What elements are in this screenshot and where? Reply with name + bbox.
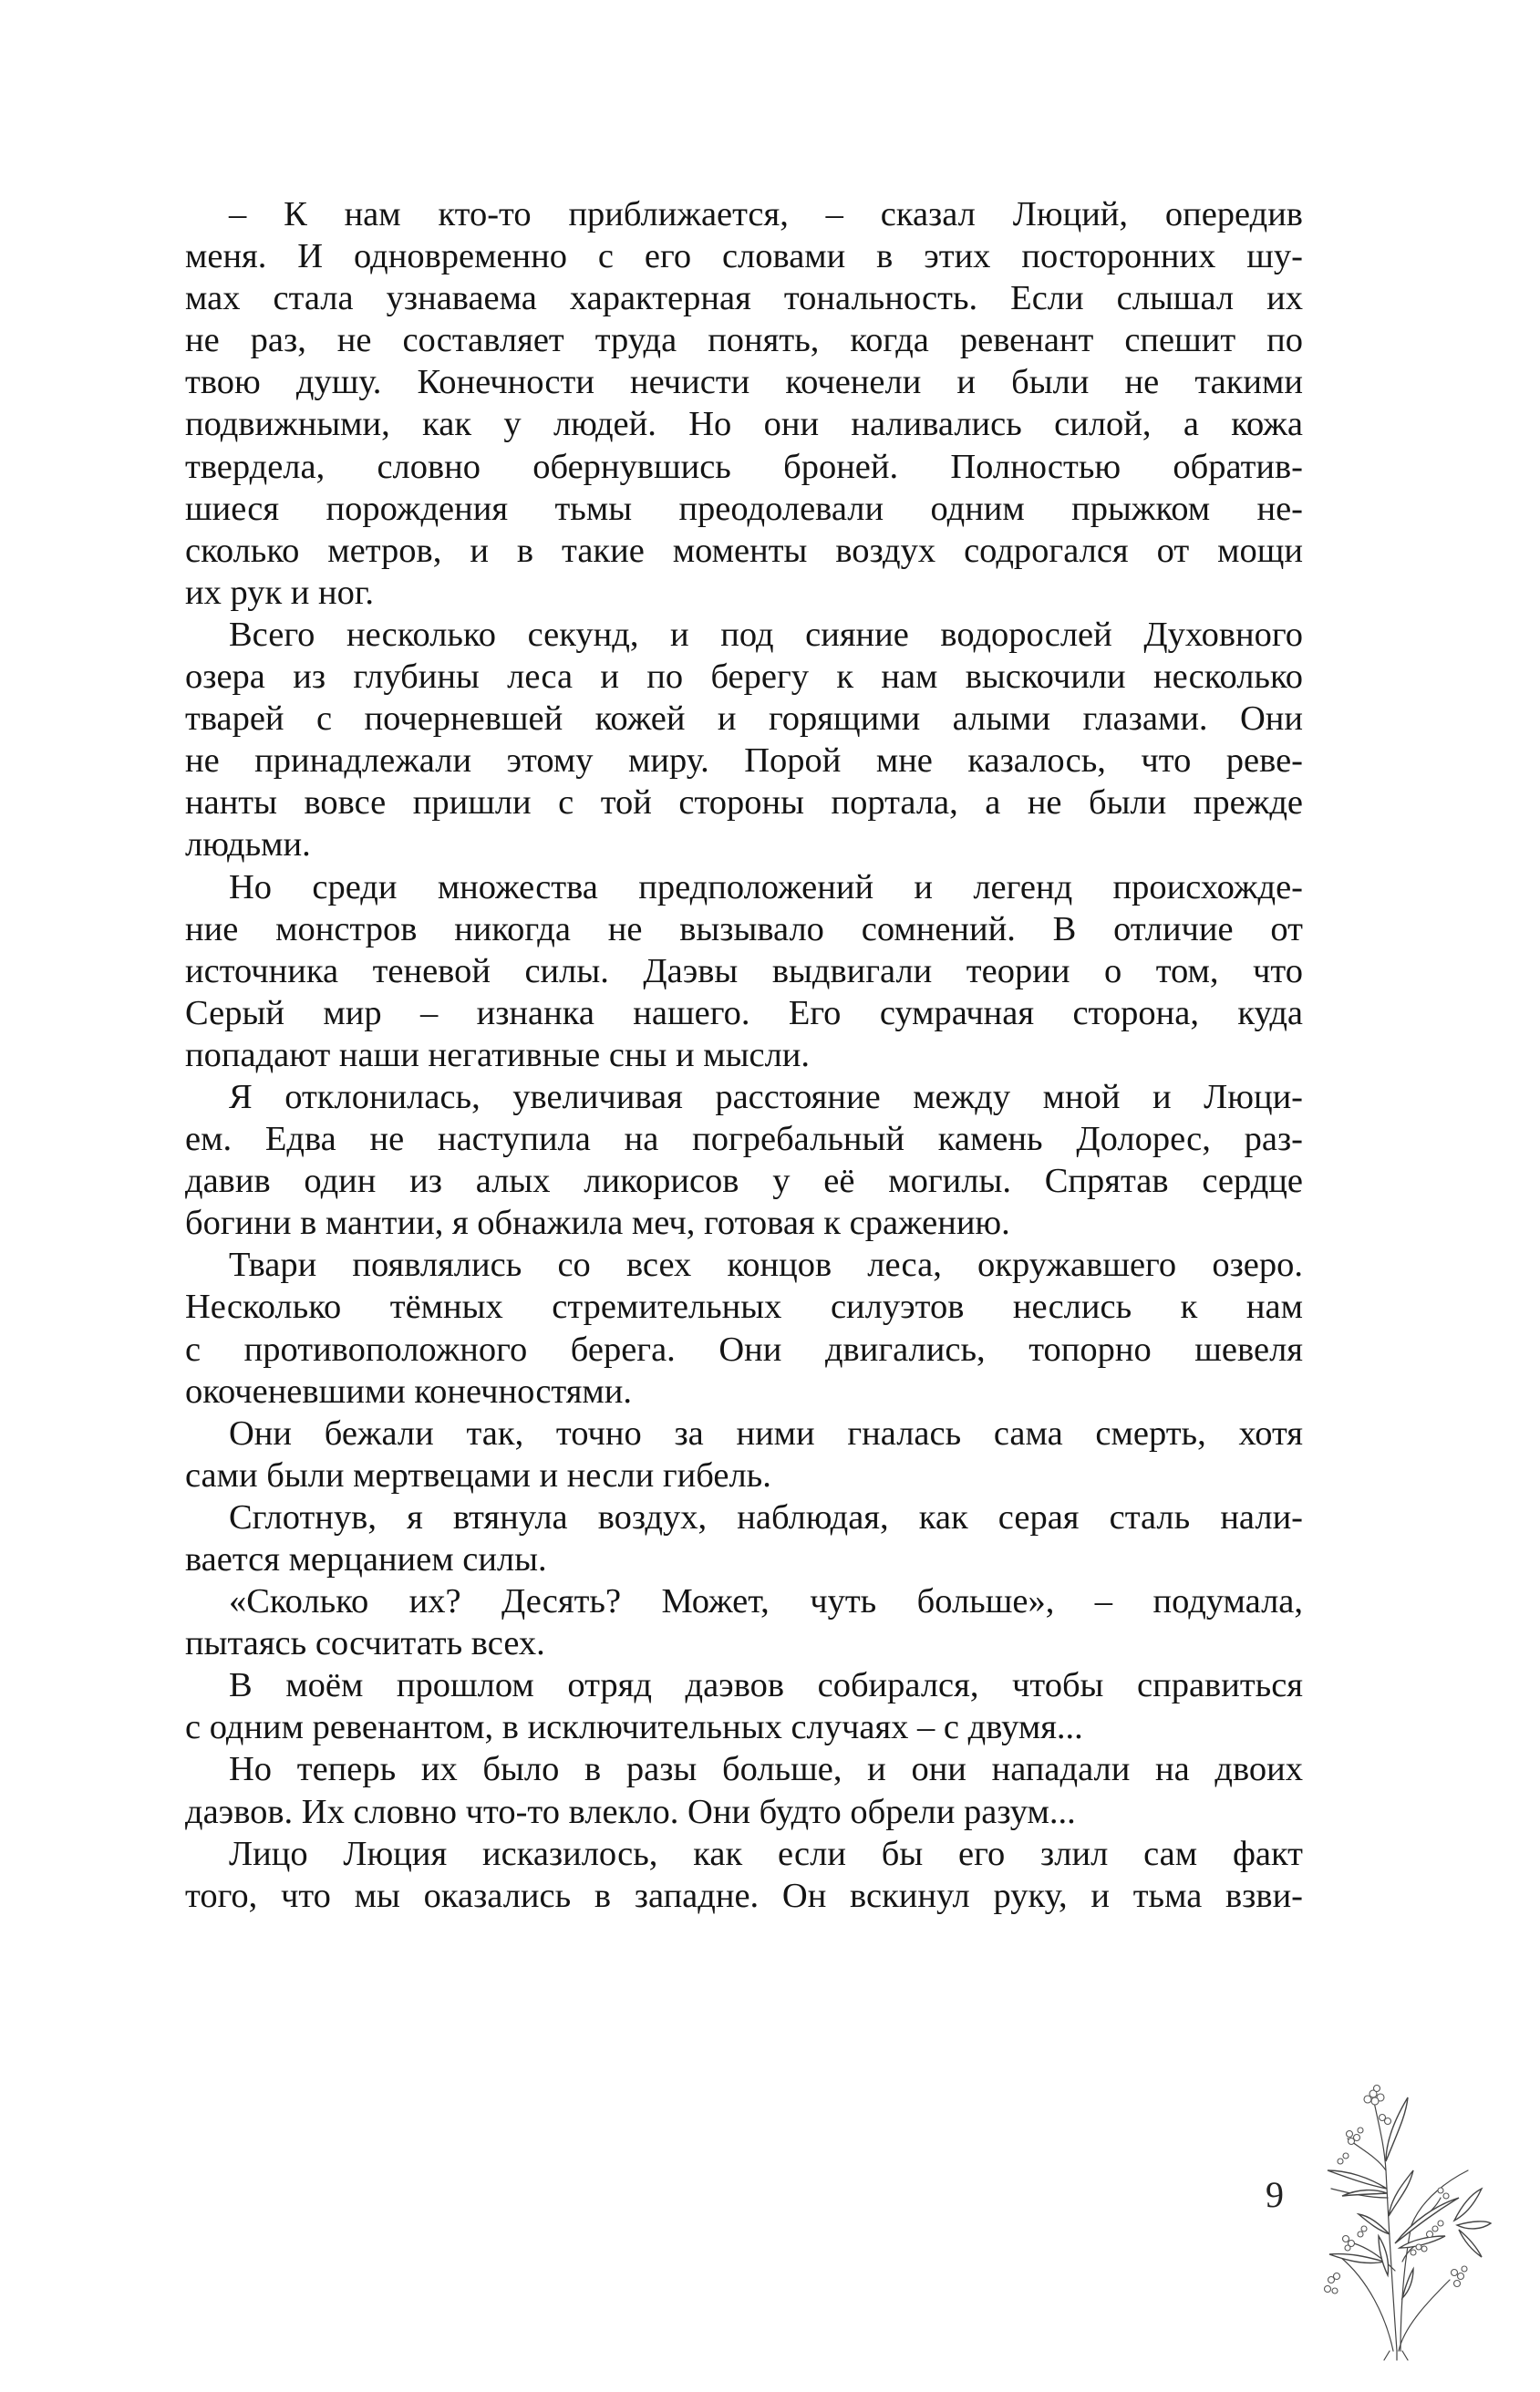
text-line: людьми. xyxy=(185,825,311,865)
text-line: окоченевшими конечностями. xyxy=(185,1372,633,1411)
text-line: твою душу. Конечности нечисти коченели и были не такими xyxy=(185,363,1303,402)
text-line: с одним ревенантом, в исключительных случаях – с двумя... xyxy=(185,1708,1083,1747)
text-line: твердела, словно обернувшись броней. Полностью обратив- xyxy=(185,447,1303,486)
text-line: меня. И одновременно с его словами в этих посторонних шу- xyxy=(185,237,1303,276)
text-line: Несколько тёмных стремительных силуэтов неслись к нам xyxy=(185,1288,1303,1327)
text-line: – К нам кто-то приближается, – сказал Люций, опередив xyxy=(229,195,1303,233)
text-line: богини в мантии, я обнажила меч, готовая к сражению. xyxy=(185,1204,1010,1243)
text-line: шиеся порождения тьмы преодолевали одним прыжком не- xyxy=(185,489,1303,528)
text-line: мах стала узнаваема характерная тональность. Если слышал их xyxy=(185,279,1303,318)
text-line: подвижными, как у людей. Но они наливались силой, а кожа xyxy=(185,405,1303,444)
text-line: вается мерцанием силы. xyxy=(185,1540,547,1579)
text-line: «Сколько их? Десять? Может, чуть больше», – подумала, xyxy=(229,1582,1303,1621)
text-line: Лицо Люция исказилось, как если бы его злил сам факт xyxy=(229,1834,1303,1873)
text-line: их рук и ног. xyxy=(185,573,374,612)
text-line: озера из глубины леса и по берегу к нам выскочили несколько xyxy=(185,658,1303,697)
text-line: не принадлежали этому миру. Порой мне казалось, что реве- xyxy=(185,741,1303,781)
text-line: В моём прошлом отряд даэвов собирался, чтобы справиться xyxy=(229,1666,1303,1705)
text-line: ние монстров никогда не вызывало сомнений. В отличие от xyxy=(185,909,1303,948)
text-line: Но среди множества предположений и легенд происхожде- xyxy=(229,867,1303,906)
text-line: Серый мир – изнанка нашего. Его сумрачная сторона, куда xyxy=(185,993,1303,1032)
text-line: нанты вовсе пришли с той стороны портала, а не были прежде xyxy=(185,783,1303,823)
text-line: давив один из алых ликорисов у её могилы. Спрятав сердце xyxy=(185,1162,1303,1201)
text-line: даэвов. Их словно что-то влекло. Они будто обрели разум... xyxy=(185,1792,1076,1831)
text-line: тварей с почерневшей кожей и горящими алыми глазами. Они xyxy=(185,699,1303,739)
text-line: того, что мы оказались в западне. Он вскинул руку, и тьма взви- xyxy=(185,1876,1303,1915)
text-line: источника теневой силы. Даэвы выдвигали теории о том, что xyxy=(185,951,1303,990)
page-number: 9 xyxy=(1266,2174,1284,2215)
text-line: попадают наши негативные сны и мысли. xyxy=(185,1035,811,1074)
text-line: Я отклонилась, увеличивая расстояние между мной и Люци- xyxy=(229,1077,1303,1116)
text-line: Всего несколько секунд, и под сияние водорослей Духовного xyxy=(229,615,1303,654)
text-line: Но теперь их было в разы больше, и они нападали на двоих xyxy=(229,1750,1303,1789)
text-line: ем. Едва не наступила на погребальный камень Долорес, раз- xyxy=(185,1120,1303,1159)
text-line: не раз, не составляет труда понять, когда ревенант спешит по xyxy=(185,321,1303,360)
text-line: Сглотнув, я втянула воздух, наблюдая, как серая сталь нали- xyxy=(229,1497,1303,1537)
text-line: с противоположного берега. Они двигались, топорно шевеля xyxy=(185,1330,1303,1369)
text-line: Твари появлялись со всех концов леса, окружавшего озеро. xyxy=(229,1246,1303,1285)
body-text xyxy=(185,193,1303,1917)
text-line: сами были мертвецами и несли гибель. xyxy=(185,1455,771,1495)
text-line: Они бежали так, точно за ними гналась сама смерть, хотя xyxy=(229,1413,1303,1453)
floral-sprig-icon xyxy=(1295,2061,1495,2362)
text-line: сколько метров, и в такие моменты воздух содрогался от мощи xyxy=(185,531,1303,570)
text-line: пытаясь сосчитать всех. xyxy=(185,1624,545,1663)
